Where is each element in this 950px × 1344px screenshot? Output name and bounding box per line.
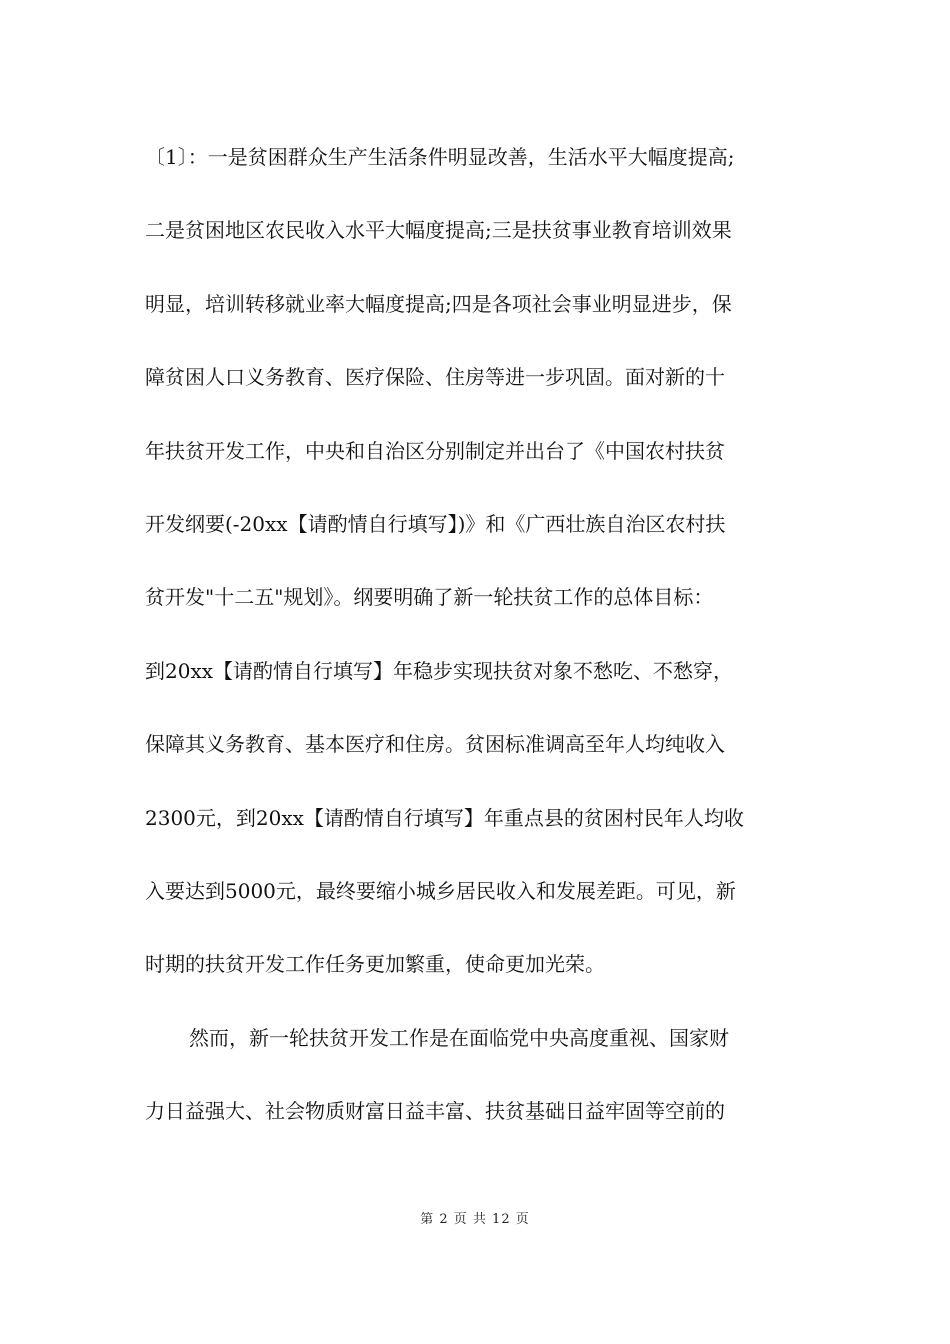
paragraph-1-line-11: 入要达到5000元，最终要缩小城乡居民收入和发展差距。可见，新 (145, 878, 736, 903)
paragraph-1-line-5: 年扶贫开发工作，中央和自治区分别制定并出台了《中国农村扶贫 (145, 438, 725, 463)
paragraph-1-line-10: 2300元，到20xx【请酌情自行填写】年重点县的贫困村民年人均收 (145, 805, 744, 830)
paragraph-1-line-12: 时期的扶贫开发工作任务更加繁重，使命更加光荣。 (145, 952, 605, 977)
paragraph-1-line-9: 保障其义务教育、基本医疗和住房。贫困标准调高至年人均纯收入 (145, 732, 725, 757)
paragraph-1-line-6: 开发纲要(-20xx【请酌情自行填写】)》和《广西壮族自治区农村扶 (145, 511, 726, 536)
page-number-footer: 第 2 页 共 12 页 (420, 1212, 530, 1227)
document-body (145, 132, 810, 1159)
paragraph-1-line-2: 二是贫困地区农民收入水平大幅度提高;三是扶贫事业教育培训效果 (145, 218, 732, 243)
paragraph-2-line-1: 然而，新一轮扶贫开发工作是在面临党中央高度重视、国家财 (189, 1025, 729, 1050)
paragraph-2-line-2: 力日益强大、社会物质财富日益丰富、扶贫基础日益牢固等空前的 (145, 1099, 725, 1124)
paragraph-1-line-3: 明显，培训转移就业率大幅度提高;四是各项社会事业明显进步，保 (145, 291, 732, 316)
paragraph-1-line-4: 障贫困人口义务教育、医疗保险、住房等进一步巩固。面对新的十 (145, 365, 725, 390)
paragraph-1-line-7: 贫开发"十二五"规划》。纲要明确了新一轮扶贫工作的总体目标： (145, 585, 714, 610)
paragraph-1-line-1: 〔1〕：一是贫困群众生产生活条件明显改善，生活水平大幅度提高; (145, 145, 735, 169)
paragraph-1-line-8: 到20xx【请酌情自行填写】年稳步实现扶贫对象不愁吃、不愁穿， (145, 658, 734, 683)
